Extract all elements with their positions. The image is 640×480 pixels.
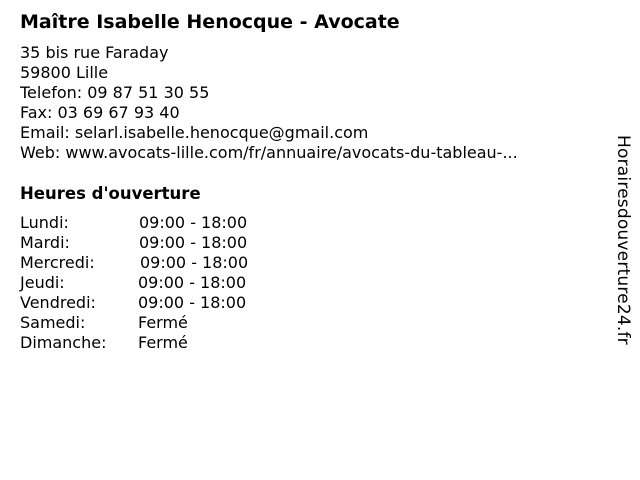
page-title: Maître Isabelle Henocque - Avocate	[20, 11, 400, 33]
hours-day: Samedi:	[20, 313, 86, 332]
hours-day: Jeudi:	[20, 273, 65, 292]
hours-day: Mercredi:	[20, 253, 95, 272]
phone-line: Telefon: 09 87 51 30 55	[20, 83, 210, 102]
web-line: Web: www.avocats-lille.com/fr/annuaire/avocats-du-tableau-...	[20, 143, 518, 162]
hours-day: Lundi:	[20, 213, 69, 232]
contact-block	[20, 43, 518, 163]
hours-time: 09:00 - 18:00	[138, 273, 247, 292]
address-street: 35 bis rue Faraday	[20, 43, 169, 62]
site-brand-vertical: Horairesdouverture24.fr	[613, 135, 633, 345]
address-city: 59800 Lille	[20, 63, 109, 82]
fax-line: Fax: 03 69 67 93 40	[20, 103, 180, 122]
hours-time: 09:00 - 18:00	[139, 233, 248, 252]
hours-time: 09:00 - 18:00	[139, 213, 248, 232]
hours-time: Fermé	[138, 313, 188, 332]
hours-day: Dimanche:	[20, 333, 107, 352]
hours-time: 09:00 - 18:00	[138, 293, 247, 312]
hours-time: 09:00 - 18:00	[140, 253, 249, 272]
hours-day: Mardi:	[20, 233, 70, 252]
hours-day: Vendredi:	[20, 293, 96, 312]
email-line: Email: selarl.isabelle.henocque@gmail.com	[20, 123, 369, 142]
opening-hours-heading: Heures d'ouverture	[20, 184, 201, 203]
hours-time: Fermé	[138, 333, 188, 352]
